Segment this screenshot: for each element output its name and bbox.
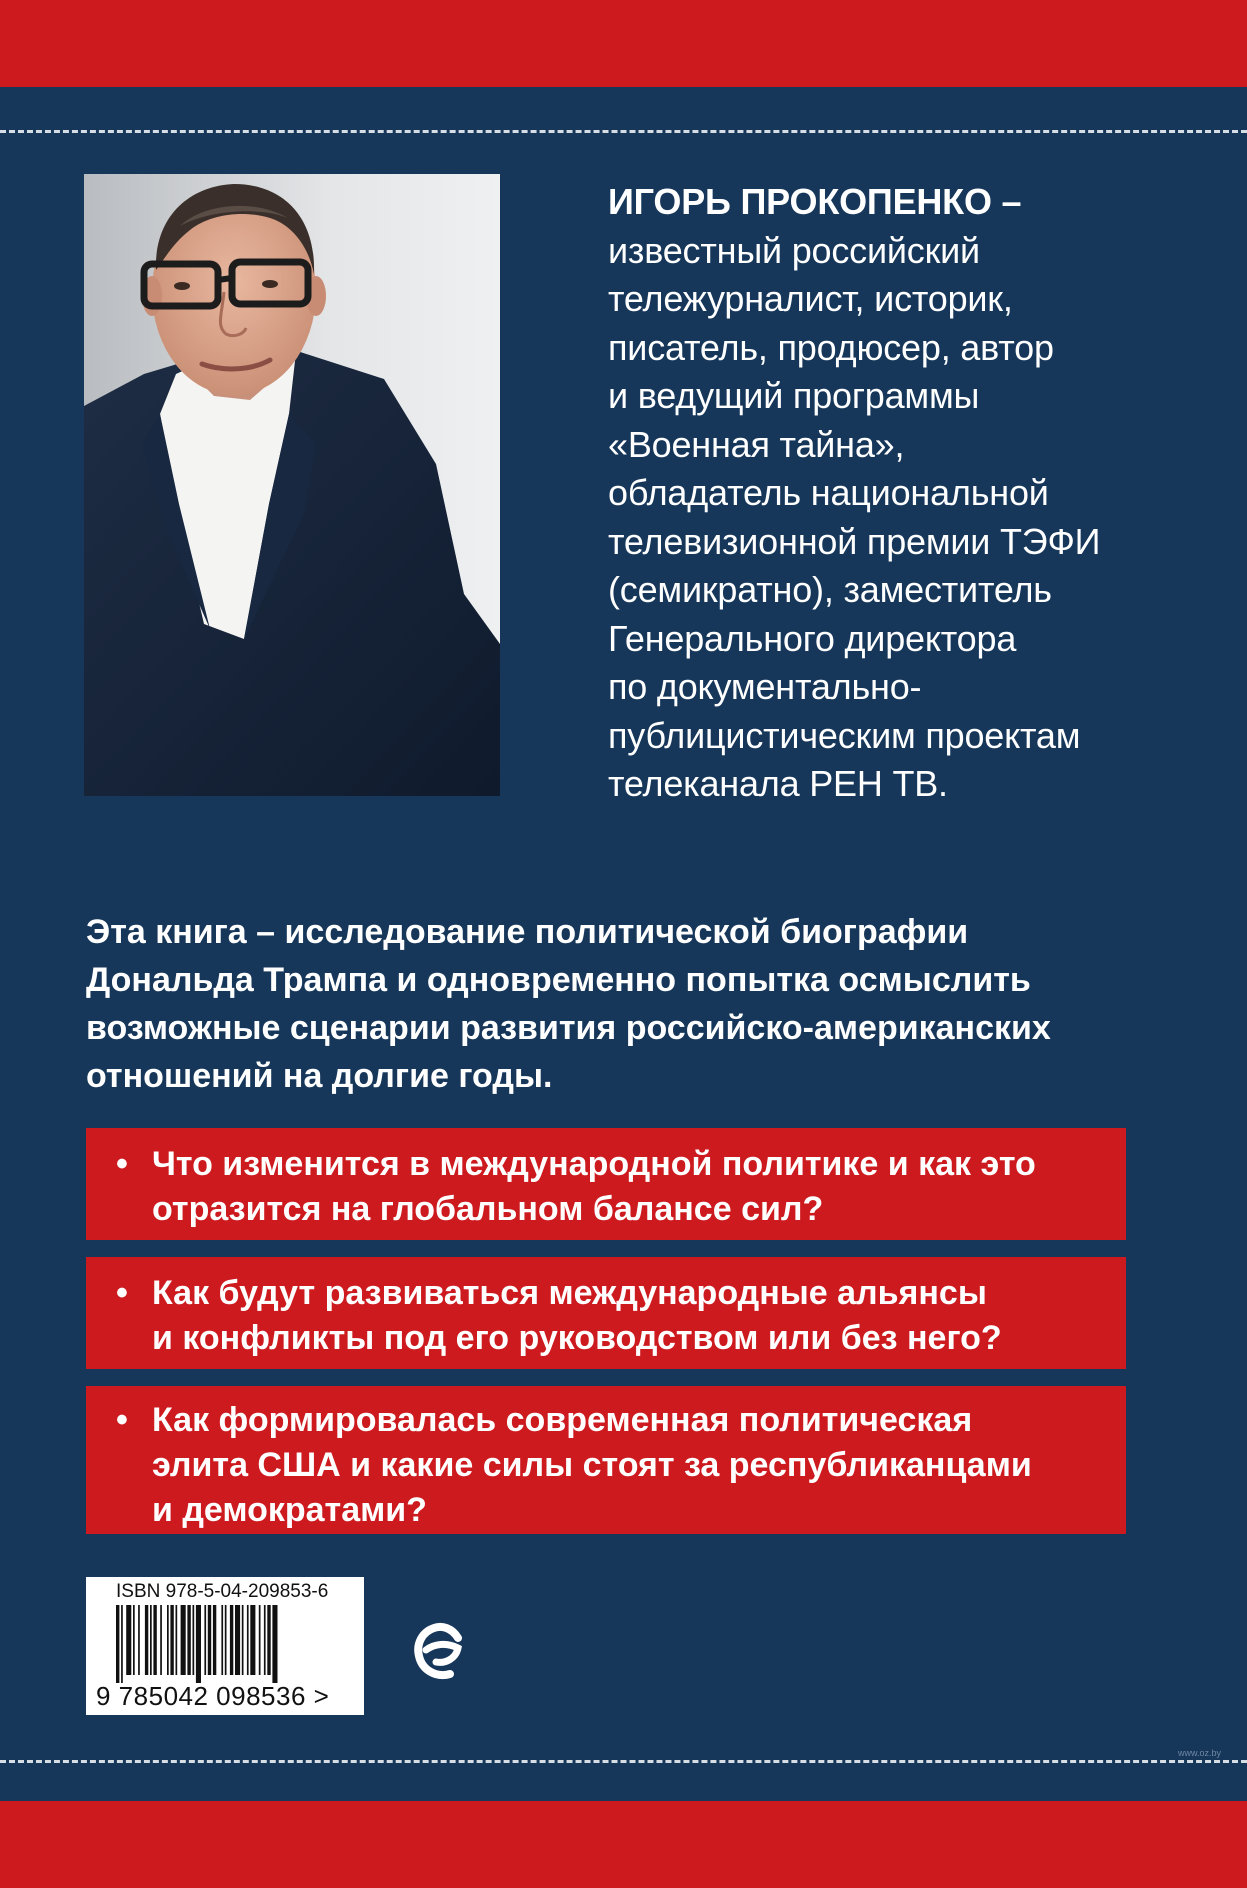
barcode-bar [133, 1605, 135, 1675]
question-box [86, 1257, 1126, 1369]
top-dashed-line [0, 130, 1247, 133]
watermark: www.oz.by [1178, 1748, 1222, 1758]
eksmo-logo-icon [412, 1620, 468, 1682]
question-line: Что изменится в международной политике и как это [152, 1145, 1036, 1183]
bio-line: (семикратно), заместитель [608, 569, 1052, 610]
barcode-bar [126, 1605, 131, 1675]
question-line: и конфликты под его руководством или без него? [152, 1319, 1002, 1357]
barcode-bar [153, 1605, 156, 1675]
barcode-bar [167, 1605, 169, 1675]
barcode-bar [267, 1605, 270, 1675]
book-description [86, 908, 1166, 1100]
isbn-barcode [86, 1577, 364, 1715]
barcode-bar [187, 1605, 190, 1675]
question-box [86, 1128, 1126, 1240]
barcode-bar [116, 1605, 119, 1683]
barcode-bar [225, 1605, 227, 1675]
question-box [86, 1386, 1126, 1534]
barcode-bar [160, 1605, 162, 1675]
barcode-bar [196, 1605, 201, 1683]
bio-line: и ведущий программы [608, 375, 980, 416]
bullet-marker: • [116, 1274, 128, 1312]
barcode-bar [176, 1605, 178, 1675]
barcode-bar [272, 1605, 277, 1683]
bio-line: публицистическим проектам [608, 714, 1081, 756]
barcode-bar [242, 1605, 244, 1675]
barcode-bar [150, 1605, 152, 1675]
question-line: и демократами? [152, 1491, 427, 1529]
description-line: Дональда Трампа и одновременно попытка осмыслить [86, 961, 1031, 999]
barcode-bars [116, 1605, 352, 1683]
barcode-bar [138, 1605, 140, 1675]
question-line: Как формировалась современная политическая [152, 1401, 973, 1439]
bio-line: «Военная тайна», [608, 423, 905, 465]
barcode-bar [235, 1605, 240, 1675]
barcode-bar [230, 1605, 233, 1675]
barcode-bar [264, 1605, 266, 1675]
top-red-band [0, 0, 1247, 87]
barcode-bar [250, 1605, 255, 1675]
bottom-dashed-line [0, 1760, 1247, 1763]
bio-line: Генерального директора [608, 617, 1017, 659]
barcode-bar [145, 1605, 148, 1675]
author-photo [84, 174, 500, 796]
bio-line: известный российский [608, 229, 980, 271]
description-line: возможные сценарии развития российско-американских [86, 1009, 1051, 1047]
barcode-bar [170, 1605, 173, 1675]
bio-line: телеканала РЕН ТВ. [608, 763, 948, 804]
description-line: отношений на долгие годы. [86, 1057, 553, 1095]
barcode-bar [213, 1605, 216, 1675]
bullet-marker: • [116, 1401, 128, 1439]
bottom-red-band [0, 1801, 1247, 1888]
description-line: Эта книга – исследование политической биографии [86, 913, 969, 951]
barcode-bar [208, 1605, 211, 1675]
barcode-bar [247, 1605, 249, 1675]
barcode-digits: 9 785042 098536 > [96, 1681, 330, 1711]
bio-line: телевизионной премии ТЭФИ [608, 520, 1101, 562]
question-line: элита США и какие силы стоят за республиканцами [152, 1446, 1032, 1484]
question-line: Как будут развиваться международные альянсы [152, 1274, 987, 1312]
author-name: ИГОРЬ ПРОКОПЕНКО – [608, 181, 1022, 222]
bio-line: обладатель национальной [608, 472, 1049, 513]
bio-line: писатель, продюсер, автор [608, 326, 1054, 368]
author-bio [608, 178, 1168, 809]
question-line: отразится на глобальном балансе сил? [152, 1190, 824, 1228]
bio-line: тележурналист, историк, [608, 278, 1013, 319]
bio-line: по документально- [608, 666, 922, 707]
barcode-bar [259, 1605, 261, 1675]
barcode-bar [204, 1605, 206, 1675]
barcode-bar [181, 1605, 186, 1675]
bullet-marker: • [116, 1145, 128, 1183]
barcode-bar [193, 1605, 195, 1675]
barcode-bar [121, 1605, 123, 1683]
barcode-bar [221, 1605, 223, 1675]
isbn-label: ISBN 978-5-04-209853-6 [116, 1581, 329, 1602]
